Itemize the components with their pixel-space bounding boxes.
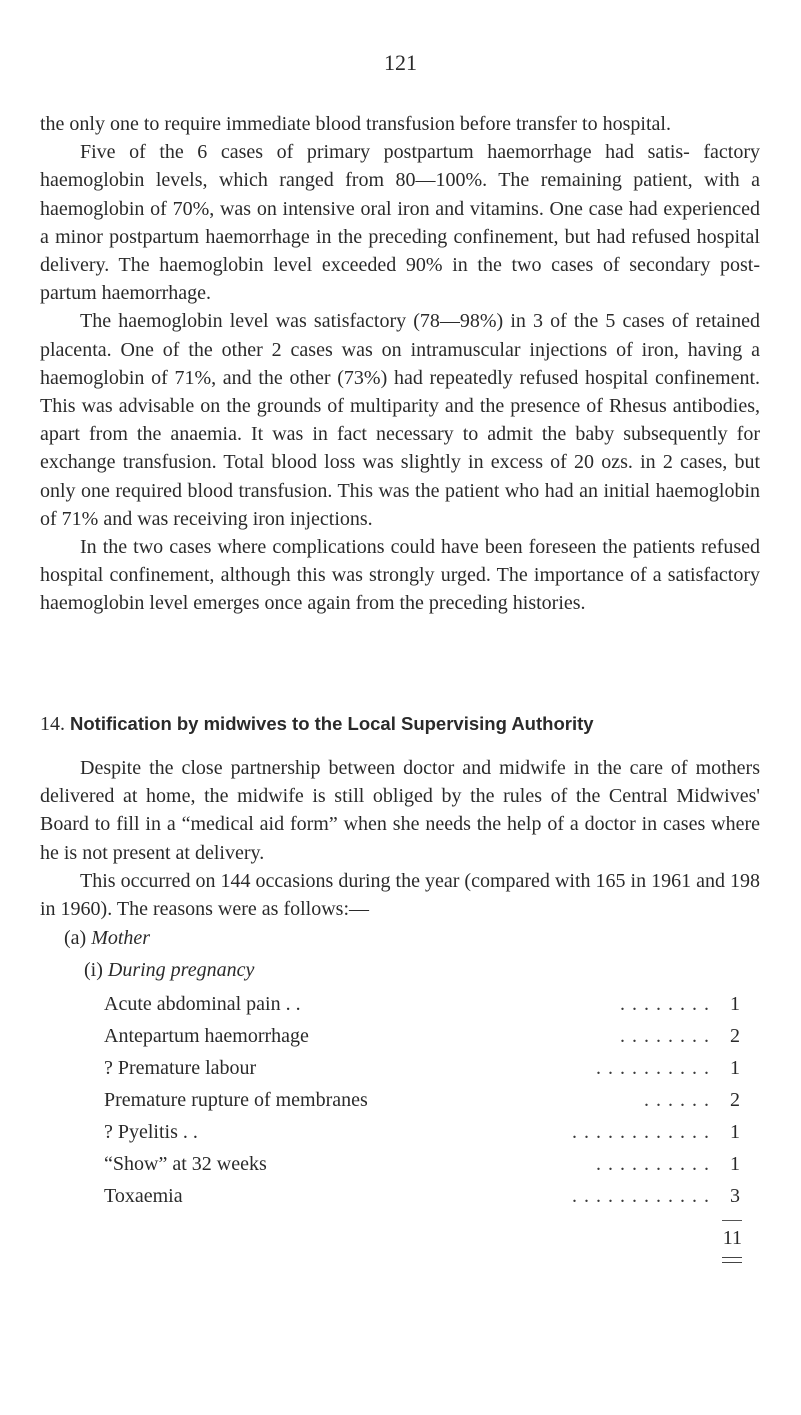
section-heading	[40, 710, 760, 738]
list-item	[104, 1185, 740, 1215]
leader-dots: . . . . . . . . . .	[596, 1153, 710, 1175]
section-number: 14.	[40, 713, 65, 735]
sub-heading-prefix: (i)	[84, 959, 103, 981]
item-count: 2	[730, 1089, 740, 1111]
item-label: Toxaemia	[104, 1185, 187, 1208]
leader-dots: . . . . . . . . . .	[596, 1057, 710, 1079]
item-count: 2	[730, 1025, 740, 1047]
list-item	[104, 1089, 740, 1119]
item-label: ? Pyelitis . .	[104, 1121, 202, 1144]
sub-heading-text: During pregnancy	[107, 959, 255, 981]
item-count: 1	[730, 1057, 740, 1079]
sub-heading	[84, 959, 254, 982]
leader-dots: . . . . . . . .	[620, 1025, 710, 1047]
paragraph: In the two cases where complications could have been foreseen the patients refused hospital confinement, although this was strongly urged. The importance of a satisfactory haemoglobin level emerges once again from the preceding histories.	[40, 536, 760, 615]
paragraph: the only one to require immediate blood transfusion before transfer to hospital.	[40, 113, 671, 135]
notification-text	[40, 754, 760, 923]
list-item	[104, 1121, 740, 1151]
item-count: 1	[730, 993, 740, 1015]
list-heading	[64, 927, 150, 950]
leader-dots: . . . . . .	[644, 1089, 710, 1111]
item-label: Antepartum haemorrhage	[104, 1025, 313, 1048]
paragraph: Despite the close partnership between doctor and midwife in the care of mothers delivered at home, the midwife is still obliged by the rules of the Central Midwives' Board to fill in a “medical aid form” when she needs the help of a doctor in cases where he is not present at delivery.	[40, 757, 760, 864]
total-count: 11	[722, 1227, 742, 1249]
section-title: Notification by midwives to the Local Supervising Authority	[70, 713, 594, 734]
list-item	[104, 1153, 740, 1183]
list-item	[104, 1025, 740, 1055]
item-label: ? Premature labour	[104, 1057, 260, 1080]
list-item	[104, 993, 740, 1023]
page-number: 121	[384, 50, 417, 75]
item-label: Premature rupture of membranes	[104, 1089, 372, 1112]
leader-dots: . . . . . . . .	[620, 993, 710, 1015]
item-count: 1	[730, 1153, 740, 1175]
body-text-section	[40, 110, 760, 618]
total-double-rule	[722, 1257, 742, 1263]
sum-rule	[722, 1220, 742, 1221]
list-heading-text: Mother	[91, 927, 151, 949]
leader-dots: . . . . . . . . . . . .	[572, 1121, 710, 1143]
item-count: 3	[730, 1185, 740, 1207]
list-heading-prefix: (a)	[64, 927, 87, 949]
paragraph: This occurred on 144 occasions during the year (compared with 165 in 1961 and 198 in 1960). The reasons were as follows:—	[40, 869, 760, 921]
leader-dots: . . . . . . . . . . . .	[572, 1185, 710, 1207]
paragraph: Five of the 6 cases of primary postpartum haemorrhage had satis- factory haemoglobin levels, which ranged from 80—100%. The remaining patient, with a haemoglobin of 70%, was on intensive oral iron and vitamins. One case had experienced a minor postpartum haemorrhage in the preceding confinement, but had refused hospital delivery. The haemoglobin level exceeded 90% in the two cases of secondary post- partum haemorrhage.	[40, 141, 760, 305]
list-item	[104, 1057, 740, 1087]
item-count: 1	[730, 1121, 740, 1143]
paragraph: The haemoglobin level was satisfactory (78—98%) in 3 of the 5 cases of retained placenta. One of the other 2 cases was on intramuscular injections of iron, having a haemoglobin of 71%, and the other (73%) had repeatedly refused hospital confinement. This was advisable on the grounds of multiparity and the presence of Rhesus antibodies, apart from the anaemia. It was in fact necessary to admit the baby subsequently for exchange transfusion. Total blood loss was slightly in excess of 20 ozs. in 2 cases, but only one required blood transfusion. This was the patient who had an initial haemoglobin of 71% and was receiving iron injections.	[40, 310, 760, 530]
item-label: “Show” at 32 weeks	[104, 1153, 271, 1176]
item-label: Acute abdominal pain . .	[104, 993, 305, 1016]
